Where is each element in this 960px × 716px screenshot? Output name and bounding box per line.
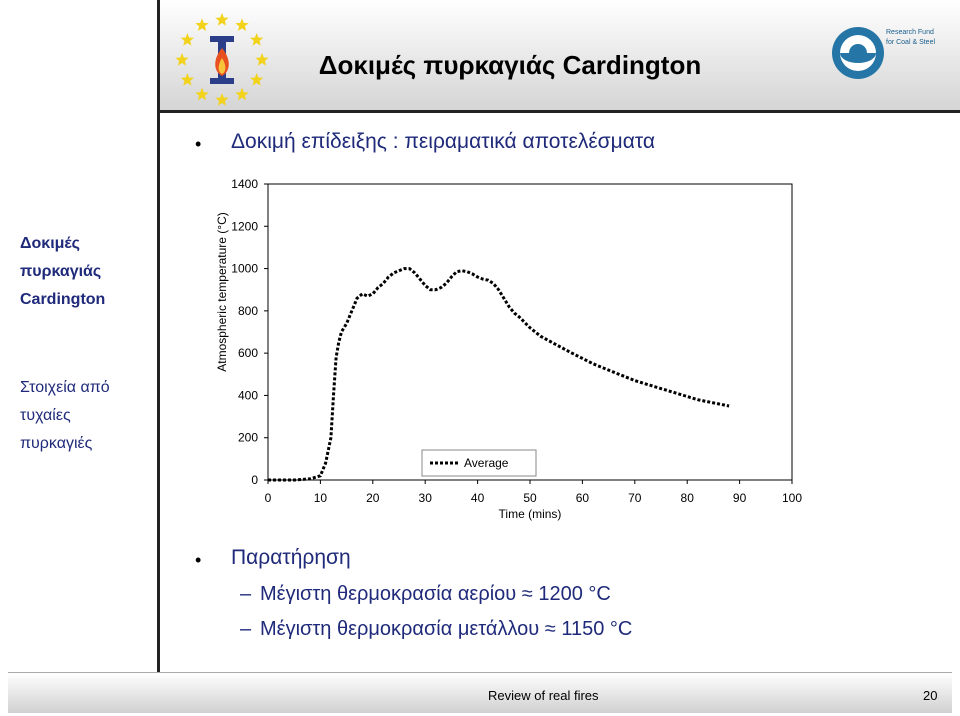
y-tick-label: 1400 (231, 177, 258, 191)
x-tick-label: 30 (418, 491, 432, 505)
sidebar-line: πυρκαγιές (20, 435, 93, 452)
dash-icon: – (240, 618, 252, 640)
x-tick-label: 0 (264, 491, 272, 505)
observation-gas (240, 583, 611, 606)
observation-value: 1200 °C (538, 583, 611, 605)
y-tick-label: 200 (237, 430, 258, 445)
y-axis-label: Atmospheric temperature (°C) (215, 212, 229, 372)
x-tick-label: 90 (732, 491, 747, 505)
bullet-dot-icon: • (195, 550, 202, 570)
x-tick-label: 70 (628, 491, 642, 505)
approx-icon: ≈ (544, 618, 556, 640)
star-icon (195, 18, 208, 31)
y-tick-label: 400 (237, 388, 258, 403)
page-number: 20 (923, 688, 938, 703)
page-title: Δοκιμές πυρκαγιάς Cardington (318, 50, 702, 80)
x-axis-label: Time (mins) (498, 507, 562, 521)
star-icon (250, 33, 263, 46)
sidebar-line: Στοιχεία από (20, 379, 110, 396)
x-tick-label: 40 (470, 491, 485, 505)
observation-text: Μέγιστη θερμοκρασία μετάλλου (260, 618, 540, 640)
sidebar-section-real-fires[interactable] (20, 374, 110, 458)
x-tick-label: 60 (575, 491, 590, 505)
y-tick-label: 1200 (231, 219, 258, 234)
sidebar-line: Δοκιμές (20, 235, 80, 252)
bullet-dot-icon: • (195, 134, 202, 154)
star-icon (235, 18, 248, 31)
footer-text: Review of real fires (488, 688, 599, 703)
logo-line2: for Coal & Steel (886, 39, 936, 46)
star-icon (235, 88, 248, 101)
bullet-label: Δοκιμή επίδειξης : (231, 130, 399, 153)
sidebar-line: τυχαίες (20, 407, 71, 424)
y-tick-label: 0 (251, 473, 258, 487)
observation-label: Παρατήρηση (231, 546, 351, 569)
observation-value: 1150 °C (561, 618, 633, 640)
y-tick-label: 600 (237, 346, 258, 361)
star-icon (181, 73, 194, 86)
bullet-rest: πειραματικά αποτελέσματα (398, 130, 656, 153)
star-icon (215, 13, 228, 26)
x-tick-label: 20 (366, 491, 380, 505)
footer-bar (8, 672, 952, 713)
divider-vertical (157, 0, 160, 672)
temperature-chart (200, 170, 820, 540)
star-icon (195, 88, 208, 101)
sidebar-line: πυρκαγιάς (20, 263, 102, 280)
plot-frame (268, 184, 792, 480)
approx-icon: ≈ (521, 583, 533, 605)
sidebar (0, 0, 157, 672)
y-tick-label: 800 (237, 303, 258, 318)
x-tick-label: 80 (680, 491, 694, 505)
x-tick-label: 100 (781, 491, 803, 505)
research-fund-logo-icon (830, 18, 950, 88)
logo-line1: Research Fund (886, 29, 934, 36)
x-tick-label: 50 (523, 491, 537, 505)
sidebar-line: Cardington (20, 291, 106, 308)
observation-text: Μέγιστη θερμοκρασία αερίου (260, 583, 517, 605)
observation-steel (240, 618, 632, 641)
series-line-average (268, 269, 729, 480)
sidebar-section-tests[interactable] (20, 230, 105, 314)
dash-icon: – (240, 583, 252, 605)
x-tick-label: 10 (313, 491, 328, 505)
divider-horizontal (160, 110, 960, 113)
star-icon (215, 93, 228, 106)
y-tick-label: 1000 (231, 261, 258, 276)
star-icon (175, 53, 188, 66)
star-icon (181, 33, 194, 46)
legend-label: Average (464, 456, 509, 470)
